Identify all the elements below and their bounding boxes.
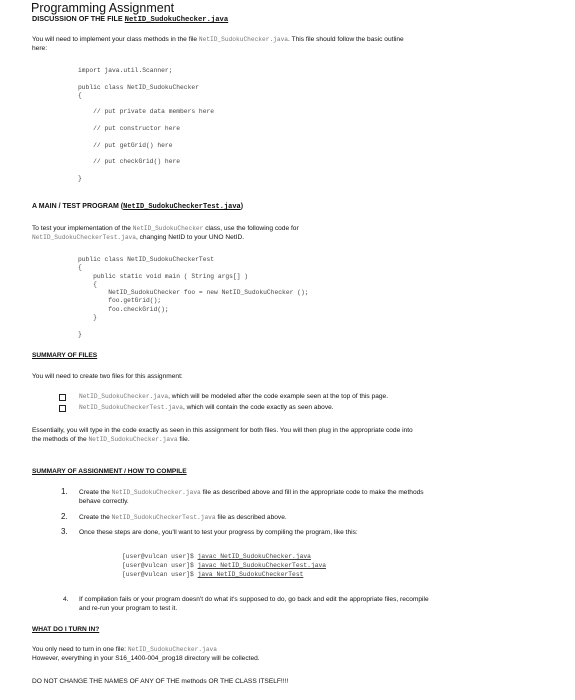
code-line: foo.checkGrid(); — [78, 305, 169, 313]
summary-files-intro: You will need to create two files for this assignment: — [32, 373, 183, 380]
code-line — [78, 100, 214, 108]
code-line: } — [78, 314, 97, 322]
step-number: 3. — [61, 527, 68, 536]
summary-files-heading: SUMMARY OF FILES — [32, 352, 98, 359]
code-line: { — [78, 91, 82, 99]
code-line: // put private data members here — [78, 108, 215, 116]
turn-in-heading: WHAT DO I TURN IN? — [32, 626, 100, 633]
step-number: 1. — [61, 487, 68, 496]
step-number: 4. — [63, 596, 69, 603]
code-line: NetID_SudokuChecker foo = new NetID_SudokuChecker (); — [78, 289, 309, 297]
intro-paragraph: You will need to implement your class methods in the file NetID_SudokuChecker.java. This file should follow the basic outline here: — [32, 36, 404, 52]
code-line: import java.util.Scanner; — [78, 67, 173, 74]
code-line: // put getGrid() here — [78, 141, 173, 149]
summary-assignment-heading: SUMMARY OF ASSIGNMENT / HOW TO COMPILE — [32, 468, 187, 475]
code-line — [78, 322, 309, 330]
summary-files-paragraph: Essentially, you will type in the code exactly as seen in this assignment for both files. You will then plug in the appropriate code into the methods of the NetID_SudokuChecker.java file. — [32, 427, 413, 443]
terminal-line: [user@vulcan user]$ java NetID_SudokuCheckerTest — [122, 571, 304, 578]
code-line — [78, 133, 214, 141]
code-line: { — [78, 280, 97, 288]
code-line: // put checkGrid() here — [78, 158, 181, 166]
code-line — [78, 117, 214, 125]
test-program-code — [78, 256, 309, 339]
discussion-heading: DISCUSSION OF THE FILE NetID_SudokuChecker.java — [32, 14, 229, 24]
code-line: foo.getGrid(); — [78, 297, 162, 305]
code-line: public class NetID_SudokuChecker — [78, 83, 199, 91]
step-number: 2. — [61, 512, 68, 521]
step-1: 1. Create the NetID_SudokuChecker.java file as described above and fill in the appropriate code to make the methods behave correctly. — [61, 487, 424, 505]
page-title: Programming Assignment — [31, 1, 175, 15]
main-test-heading: A MAIN / TEST PROGRAM (NetID_SudokuCheckerTest.java) — [32, 203, 244, 211]
file-list-item: NetID_SudokuCheckerTest.java, which will contain the code exactly as seen above. — [63, 404, 334, 413]
step-3: 3. Once these steps are done, you'll want to test your progress by compiling the program, like this: — [61, 527, 358, 536]
code-line: public static void main ( String args[] ) — [78, 272, 249, 280]
terminal-commands — [122, 553, 326, 580]
code-line — [78, 167, 214, 175]
code-line: // put constructor here — [78, 125, 181, 133]
code-line — [78, 150, 214, 158]
code-line: { — [78, 264, 82, 272]
terminal-line: [user@vulcan user]$ javac NetID_SudokuChecker.java — [122, 553, 311, 560]
file-list-item: NetID_SudokuChecker.java, which will be modeled after the code example seen at the top of this page. — [63, 393, 388, 402]
code-line: } — [78, 174, 82, 182]
code-line: } — [78, 330, 82, 338]
main-test-paragraph: To test your implementation of the NetID_SudokuChecker class, use the following code for NetID_SudokuCheckerTest.java, changing NetID to your UNO NetID. — [32, 225, 299, 241]
checkbox-icon — [59, 394, 66, 401]
class-outline-code — [78, 67, 214, 183]
warning-text: DO NOT CHANGE THE NAMES OF ANY OF THE methods OR THE CLASS ITSELF!!!! — [32, 678, 289, 685]
code-line: public class NetID_SudokuCheckerTest — [78, 256, 215, 263]
terminal-line: [user@vulcan user]$ javac NetID_SudokuCheckerTest.java — [122, 562, 327, 569]
turn-in-paragraph: You only need to turn in one file: NetID_SudokuChecker.java However, everything in your S16_1400-004_prog18 directory will be collected. — [32, 646, 260, 662]
step-4: 4. If compilation fails or your program doesn't do what it's supposed to do, go back and edit the appropriate files, recompile and re-run your program to test it. — [63, 596, 429, 612]
checkbox-icon — [59, 405, 66, 412]
code-line — [78, 75, 214, 83]
step-2: 2. Create the NetID_SudokuCheckerTest.java file as described above. — [61, 512, 287, 521]
